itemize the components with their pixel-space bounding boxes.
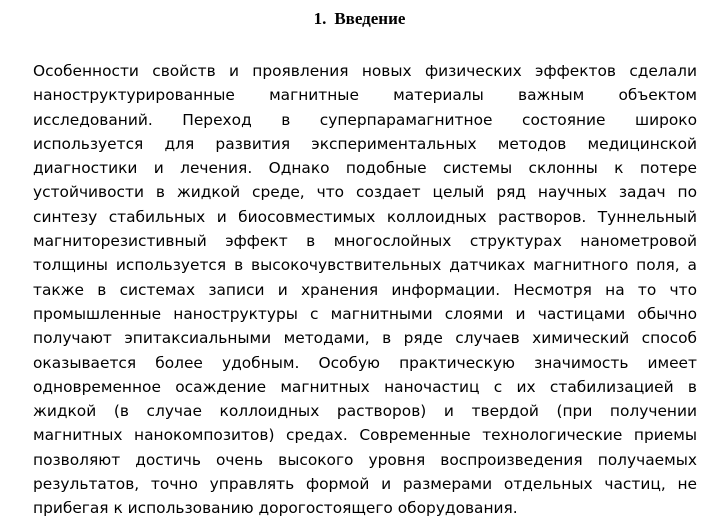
section-heading — [0, 9, 719, 29]
paragraph-line: магниторезистивный эффект в многослойных структурах нанометровой — [33, 232, 697, 251]
paragraph-line: результатов, точно управлять формой и размерами отдельных частиц, не — [33, 475, 697, 494]
paragraph-line: получают эпитаксиальными методами, в ряде случаев химический способ — [33, 329, 697, 348]
paragraph-line: используется для развития экспериментальных методов медицинской — [33, 134, 697, 153]
section-number: 1. — [313, 9, 327, 28]
body-paragraph — [33, 59, 697, 521]
paragraph-line: диагностики и лечения. Однако подобные системы склонны к потере — [33, 159, 697, 178]
paragraph-line: оказывается более удобным. Особую практическую значимость имеет — [33, 353, 697, 372]
paragraph-line: позволяют достичь очень высокого уровня воспроизведения получаемых — [33, 450, 697, 469]
paragraph-line: устойчивости в жидкой среде, что создает целый ряд научных задач по — [33, 183, 697, 202]
paragraph-line: исследований. Переход в суперпарамагнитное состояние широко — [33, 110, 697, 129]
paragraph-line: синтезу стабильных и биосовместимых коллоидных растворов. Туннельный — [33, 207, 697, 226]
paragraph-line: жидкой (в случае коллоидных растворов) и твердой (при получении — [33, 402, 697, 421]
section-title: Введение — [334, 9, 406, 28]
paragraph-line: толщины используется в высокочувствительных датчиках магнитного поля, а — [33, 256, 697, 275]
paragraph-line: одновременное осаждение магнитных наночастиц с их стабилизацией в — [33, 377, 697, 396]
paragraph-line: промышленные наноструктуры с магнитными слоями и частицами обычно — [33, 304, 697, 323]
paragraph-line: магнитных нанокомпозитов) средах. Современные технологические приемы — [33, 426, 697, 445]
paragraph-line: наноструктурированные магнитные материалы важным объектом — [33, 86, 697, 105]
paragraph-line: Особенности свойств и проявления новых физических эффектов сделали — [33, 62, 697, 80]
paragraph-line: также в системах записи и хранения информации. Несмотря на то что — [33, 280, 697, 299]
paragraph-line: прибегая к использованию дорогостоящего оборудования. — [33, 499, 518, 518]
